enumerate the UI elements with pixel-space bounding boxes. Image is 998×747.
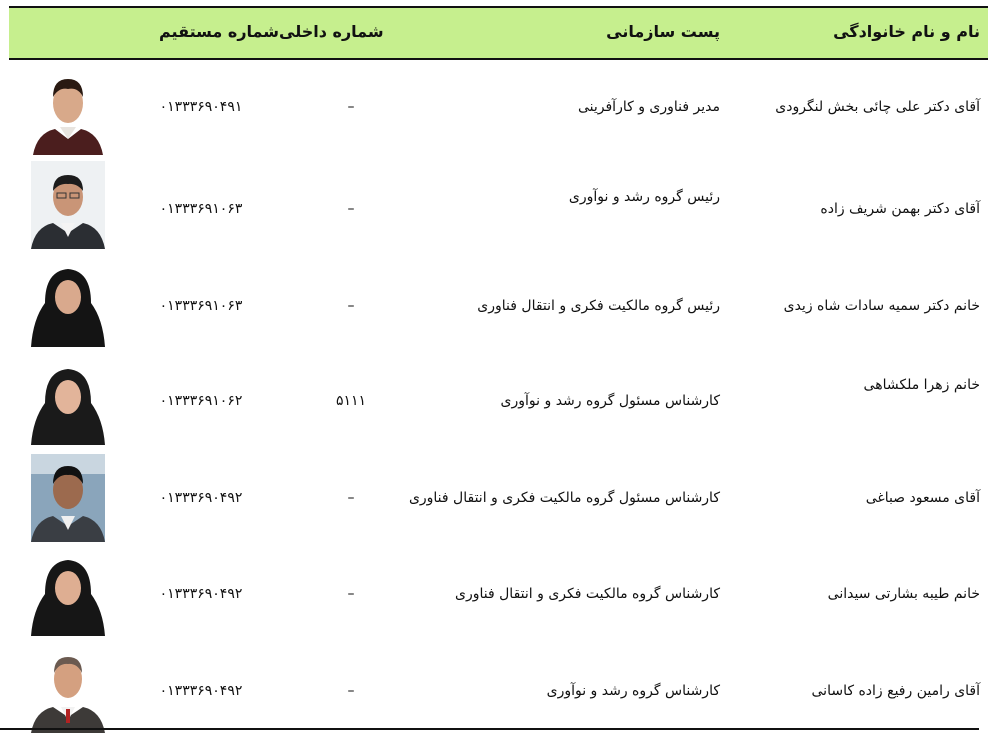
- staff-ext: –: [347, 586, 355, 602]
- staff-direct: ۰۱۳۳۳۶۹۱۰۶۳: [159, 298, 243, 314]
- staff-post: کارشناس مسئول گروه رشد و نوآوری: [500, 393, 720, 409]
- staff-photo: [31, 259, 105, 347]
- staff-name: آقای دکتر بهمن شریف زاده: [820, 201, 980, 217]
- staff-post: مدیر فناوری و کارآفرینی: [577, 99, 720, 115]
- table-row: [9, 447, 988, 543]
- staff-ext: –: [347, 201, 355, 217]
- staff-post: کارشناس مسئول گروه مالکیت فکری و انتقال فناوری: [408, 490, 720, 506]
- staff-name: آقای دکتر علی چائی بخش لنگرودی: [775, 99, 980, 115]
- table-row: [9, 639, 988, 735]
- staff-name: خانم زهرا ملکشاهی: [863, 377, 980, 393]
- staff-direct: ۰۱۳۳۳۶۹۰۴۹۱: [159, 99, 243, 115]
- staff-post: کارشناس گروه رشد و نوآوری: [546, 683, 720, 699]
- header-ext: شماره داخلی: [279, 22, 384, 41]
- table-row: [9, 255, 988, 351]
- table-row: [9, 543, 988, 639]
- staff-post: رئیس گروه مالکیت فکری و انتقال فناوری: [477, 298, 720, 314]
- staff-ext: –: [347, 490, 355, 506]
- staff-name: خانم طیبه بشارتی سیدانی: [827, 586, 980, 602]
- header-post: پست سازمانی: [606, 22, 720, 41]
- staff-direct: ۰۱۳۳۳۶۹۱۰۶۳: [159, 201, 243, 217]
- staff-ext: –: [347, 683, 355, 699]
- staff-photo: [31, 67, 105, 155]
- header-direct: شماره مستقیم: [159, 22, 280, 41]
- staff-name: خانم دکتر سمیه سادات شاه زیدی: [783, 298, 980, 314]
- staff-name: آقای رامین رفیع زاده کاسانی: [811, 683, 980, 699]
- staff-direct: ۰۱۳۳۳۶۹۰۴۹۲: [159, 586, 243, 602]
- staff-ext: –: [347, 298, 355, 314]
- table-header: [9, 6, 988, 60]
- staff-direct: ۰۱۳۳۳۶۹۰۴۹۲: [159, 490, 243, 506]
- table-row: [9, 159, 988, 255]
- table-bottom-rule: [0, 728, 979, 730]
- staff-photo: [31, 161, 105, 249]
- staff-ext: ۵۱۱۱: [335, 393, 367, 409]
- staff-direct: ۰۱۳۳۳۶۹۰۴۹۲: [159, 683, 243, 699]
- staff-name: آقای مسعود صباغی: [865, 490, 980, 506]
- staff-photo: [31, 548, 105, 636]
- header-name: نام و نام خانوادگی: [833, 22, 980, 41]
- staff-photo: [31, 454, 105, 542]
- staff-direct: ۰۱۳۳۳۶۹۱۰۶۲: [159, 393, 243, 409]
- staff-photo: [31, 357, 105, 445]
- staff-post: رئیس گروه رشد و نوآوری: [568, 189, 720, 205]
- table-row: [9, 63, 988, 159]
- staff-post: کارشناس گروه مالکیت فکری و انتقال فناوری: [455, 586, 720, 602]
- staff-photo: [31, 645, 105, 733]
- staff-ext: –: [347, 99, 355, 115]
- table-row: [9, 351, 988, 447]
